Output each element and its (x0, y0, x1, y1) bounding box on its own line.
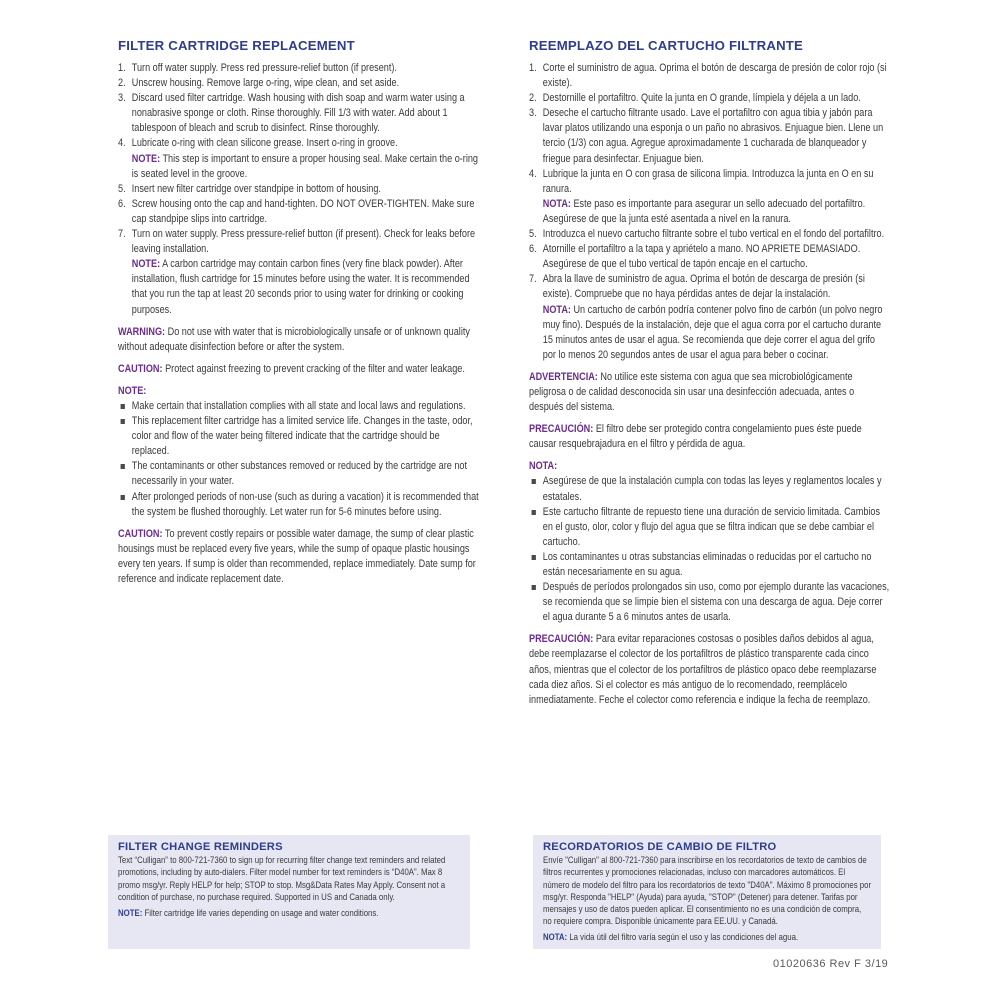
caution-text: Para evitar reparaciones costosas o posibles daños debidos al agua, debe reemplazarse el colector de los portafiltros de plástico transparente cada cinco años, mientras que el colector de los portafiltros de plástico opaco debe reemplazarse cada diez años. Si el colector es más antiguo de lo recomendado, reemplácelo inmediatamente. Feche el colector como referencia e indique la fecha de reemplazo. (529, 633, 877, 706)
step-number: 7. (118, 228, 126, 241)
step-number: 2. (529, 92, 537, 105)
step-text: Corte el suministro de agua. Oprima el botón de descarga de presión de color rojo (si existe). (542, 62, 887, 90)
step-number: 2. (118, 77, 126, 90)
caution-text: El filtro debe ser protegido contra congelamiento pues éste puede causar resquebrajadura en el filtro y pérdida de agua. (529, 423, 862, 451)
step-item (118, 227, 479, 318)
document-code: 01020636 Rev F 3/19 (773, 958, 889, 970)
notes-list-es (529, 474, 890, 625)
reminder-note-text: Filter cartridge life varies depending on usage and water conditions. (144, 908, 379, 919)
list-item-text: Make certain that installation complies with all state and local laws and regulations. (131, 399, 466, 412)
steps-list-en (118, 61, 479, 318)
step-text: Unscrew housing. Remove large o-ring, wipe clean, and set aside. (131, 77, 400, 90)
caution-text: Protect against freezing to prevent cracking of the filter and water leakage. (165, 362, 465, 375)
caution-block-2-en (118, 527, 479, 587)
step-text: Lubricate o-ring with clean silicone grease. Insert o-ring in groove. (131, 137, 398, 150)
list-item (118, 490, 479, 520)
caution-label: PRECAUCIÓN: (529, 633, 594, 646)
caution-block-2-es (529, 632, 890, 707)
step-item (529, 227, 890, 242)
list-item-text: Después de períodos prolongados sin uso, como por ejemplo durante las vacaciones, se recomienda que se limpie bien el sistema con una descarga de agua. Deje correr el agua durante 5 a 6 minutos antes de usarla. (542, 581, 890, 624)
reminder-note-en (118, 907, 461, 919)
page-title-en: FILTER CARTRIDGE REPLACEMENT (118, 38, 355, 53)
notes-list-en (118, 399, 479, 520)
warning-label: WARNING: (118, 325, 166, 338)
list-item (529, 550, 890, 580)
reminder-text-es: Envíe "Culligan" al 800-721-7360 para inscribirse en los recordatorios de texto de cambios de filtros recurrentes y promociones relacionadas, incluso con marcadores automáticos. El número de modelo del filtro para los recordatorios de texto "D40A". Máximo 8 promociones por msg/yr. Responda "HELP" (Ayuda) para ayuda, "STOP" (Detener) para detener. Tarifas por mensajes y uso de datos pueden aplicar. El consentimiento no es una condición de compra, no requiere compra. Disponible únicamente para EE.UU. y Canadá. (543, 855, 872, 927)
step-item (529, 91, 890, 106)
list-item (118, 399, 479, 414)
step-item (529, 61, 890, 91)
caution-text: To prevent costly repairs or possible water damage, the sump of clear plastic housings must be replaced every five years, while the sump of opaque plastic housings every ten years. If sump is older than recommended, replace immediately. Date sump for reference and indicate replacement date. (118, 527, 476, 585)
step-note: Este paso es importante para asegurar un sello adecuado del portafiltro. Asegúrese de que la junta esté asentada a nivel en la ranura. (542, 197, 866, 225)
step-text: Lubrique la junta en O con grasa de silicona limpia. Introduzca la junta en O en su ranura. (542, 167, 874, 195)
steps-list-es (529, 61, 890, 363)
bullet-icon (121, 404, 125, 409)
step-text: Insert new filter cartridge over standpipe in bottom of housing. (131, 182, 381, 195)
step-text: Destornille el portafiltro. Quite la junta en O grande, límpiela y déjela a un lado. (542, 92, 861, 105)
page-title-es: REEMPLAZO DEL CARTUCHO FILTRANTE (529, 38, 804, 53)
note-label: NOTA: (542, 197, 571, 210)
step-number: 3. (118, 92, 126, 105)
step-number: 5. (118, 182, 126, 195)
note-heading-en: NOTE: (118, 384, 147, 397)
english-instructions (118, 38, 480, 587)
step-item (118, 182, 479, 197)
step-item (529, 272, 890, 363)
step-note: A carbon cartridge may contain carbon fines (very fine black powder). After installation, flush cartridge for 15 minutes before using the water. It is recommended that you run the tap at least 20 seconds prior to using water for drinking or cooking purposes. (131, 258, 470, 316)
step-text: Abra la llave de suministro de agua. Oprima el botón de descarga de presión (si existe). Compruebe que no haya pérdidas antes de dejar la instalación. (542, 273, 865, 301)
note-label: NOTA: (543, 931, 568, 942)
list-item-text: Asegúrese de que la instalación cumpla con todas las leyes y reglamentos locales y estatales. (542, 475, 882, 503)
reminder-text-en: Text “Culligan” to 800-721-7360 to sign up for recurring filter change text reminders and related promotions, including by auto-dialers. Filter model number for text reminders is “D40A”. Max 8 promo msg/yr. Reply HELP for help; STOP to stop. Msg&Data Rates May Apply. Consent not a condition of purchase, no purchase required. Supported in US and Canada only. (118, 855, 446, 902)
caution-block-en (118, 362, 479, 377)
step-item (529, 167, 890, 227)
list-item-text: This replacement filter cartridge has a limited service life. Changes in the taste, odor, color and flow of the water being filtered indicate that the cartridge should be replaced. (131, 415, 473, 458)
list-item (529, 505, 890, 550)
reminder-note-es (543, 931, 872, 943)
caution-label: CAUTION: (118, 362, 163, 375)
note-heading-es: NOTA: (529, 460, 558, 473)
reminder-title-es: RECORDATORIOS DE CAMBIO DE FILTRO (543, 841, 777, 853)
step-number: 4. (529, 167, 537, 180)
step-item (529, 106, 890, 166)
step-number: 6. (118, 197, 126, 210)
step-item (118, 197, 479, 227)
spanish-instructions (529, 38, 891, 708)
step-item (118, 61, 479, 76)
step-text: Atornille el portafiltro a la tapa y apriételo a mano. NO APRIETE DEMASIADO. Asegúrese de que el tubo vertical de tapón encaje en el cartucho. (542, 243, 861, 271)
recordatorios-box (533, 835, 881, 949)
caution-label: CAUTION: (118, 527, 163, 540)
step-number: 1. (118, 62, 126, 74)
step-number: 1. (529, 62, 537, 74)
note-label: NOTA: (542, 303, 571, 316)
step-text: Screw housing onto the cap and hand-tighten. DO NOT OVER-TIGHTEN. Make sure cap standpipe slips into cartridge. (131, 197, 475, 225)
list-item (118, 459, 479, 489)
step-number: 7. (529, 273, 537, 286)
list-item-text: The contaminants or other substances removed or reduced by the cartridge are not necessarily in your water. (131, 460, 468, 488)
step-number: 6. (529, 243, 537, 256)
bullet-icon (121, 464, 125, 469)
warning-text: Do not use with water that is microbiologically unsafe or of unknown quality without adequate disinfection before or after the system. (118, 325, 470, 353)
step-item (529, 242, 890, 272)
caution-block-es (529, 422, 890, 452)
note-label: NOTE: (131, 152, 161, 165)
step-item (118, 136, 479, 181)
bullet-icon (532, 555, 536, 560)
step-text: Turn on water supply. Press pressure-relief button (if present). Check for leaks before leaving installation. (131, 228, 476, 256)
warning-text: No utilice este sistema con agua que sea microbiológicamente peligrosa o de calidad desconocida sin usar una desinfección adecuada, antes o después del sistema. (529, 370, 855, 414)
warning-label: ADVERTENCIA: (529, 370, 598, 383)
step-note: Un cartucho de carbón podría contener polvo fino de carbón (un polvo negro muy fino). Después de la instalación, deje que el agua corra por el cartucho durante 15 minutos antes de usar el agua. Se recomienda que deje correr el agua del grifo por lo menos 20 segundos antes de usar el agua para beber o cocinar. (542, 303, 883, 361)
bullet-icon (532, 585, 536, 590)
step-text: Deseche el cartucho filtrante usado. Lave el portafiltro con agua tibia y jabón para lavar platos utilizando una esponja o un paño no abrasivos. Enjuague bien. Llene un tercio (1/3) con agua. Agregue aproximadamente 1 cucharada de blanqueador y friegue para desinfectar. Enjuague bien. (542, 107, 884, 165)
note-label: NOTE: (131, 258, 161, 271)
caution-label: PRECAUCIÓN: (529, 423, 594, 436)
bullet-icon (121, 419, 125, 424)
bullet-icon (532, 479, 536, 484)
step-item (118, 76, 479, 91)
list-item-text: After prolonged periods of non-use (such as during a vacation) it is recommended that the system be flushed thoroughly. Let water run for 5-6 minutes before using. (131, 490, 479, 518)
list-item (529, 474, 890, 504)
step-number: 3. (529, 107, 537, 120)
list-item (118, 414, 479, 459)
list-item (529, 580, 890, 625)
filter-change-reminders-box (108, 835, 470, 949)
warning-block-es (529, 370, 890, 415)
step-number: 4. (118, 137, 126, 150)
note-label: NOTE: (118, 908, 143, 919)
warning-block-en (118, 325, 479, 355)
step-text: Introduzca el nuevo cartucho filtrante sobre el tubo vertical en el fondo del portafiltro. (542, 228, 885, 241)
list-item-text: Este cartucho filtrante de repuesto tiene una duración de servicio limitada. Cambios en el gusto, olor, color y flujo del agua que se filtra indican que se debe cambiar el cartucho. (542, 505, 881, 548)
bullet-icon (121, 495, 125, 500)
reminder-note-text: La vida útil del filtro varía según el uso y las condiciones del agua. (569, 931, 799, 942)
bullet-icon (532, 510, 536, 515)
step-text: Turn off water supply. Press red pressure-relief button (if present). (131, 62, 397, 74)
step-number: 5. (529, 228, 537, 241)
list-item-text: Los contaminantes u otras substancias eliminadas o reducidas por el cartucho no están necesariamente en su agua. (542, 550, 872, 578)
step-item (118, 91, 479, 136)
step-note: This step is important to ensure a proper housing seal. Make certain the o-ring is seated level in the groove. (131, 152, 478, 180)
reminder-title-en: FILTER CHANGE REMINDERS (118, 841, 283, 853)
step-text: Discard used filter cartridge. Wash housing with dish soap and warm water using a nonabrasive sponge or cloth. Rinse thoroughly. Fill 1/3 with water. Add about 1 tablespoon of bleach and scrub to disinfect. Rinse thoroughly. (131, 92, 465, 135)
